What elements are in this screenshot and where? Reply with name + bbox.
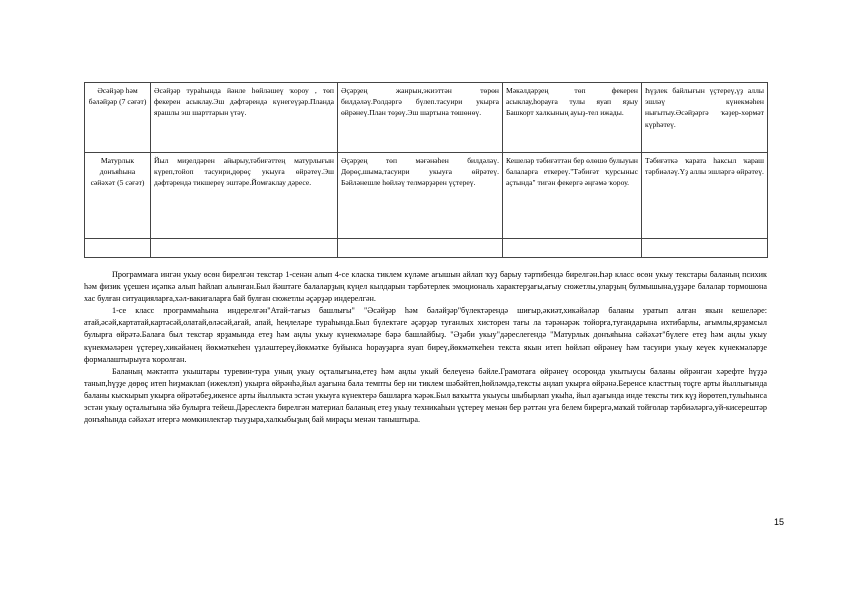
table-cell (85, 239, 151, 258)
table-cell (338, 239, 503, 258)
paragraph: Программаға ингән укыу өсөн бирелгән текстар 1-сенән алып 4-се класка тиклем күләме ағышын айлап ҡуҙ барыу тәртибендә бирелгән.Һәр класс өсөн укыу текстары баланың психик һәм физик үҫешен иҫәпкә алып һайлап алынған.Был йәштәге балаларҙың күңел кылдарын тәрбәтерлек эмоциональ характерҙағы,ағыу сюжетлы,уларҙың булмышына,үҙҙәре балалар тормошона хас булған ситуацияларға,хәл-вакиғаларға бай булған сюжетлы әҫәрҙәр индерелгән. (84, 270, 767, 304)
table-cell: Әсәйҙәр тураһында йәнле һөйләшеү ҡороу , төп фекерен асыклау.Эш дәфтәрендә күнегеүҙәр.Пландa ярашлы эш шарттарын үтәү. (151, 83, 338, 153)
table-cell (503, 239, 642, 258)
lesson-plan-table (84, 82, 768, 258)
body-text (84, 269, 767, 426)
table-row (85, 153, 768, 239)
table-cell: Матурлык донъяһына сәйәхәт (5 сәғәт) (85, 153, 151, 239)
table-cell: Әҫәрҙең жанрын,экиэттән төрөн билдәләү.Ролдәргә бүлеп.тасуири укырға өйрәнеү.План төҙөү.Эш шартына төшөнөү. (338, 83, 503, 153)
page-number: 15 (773, 517, 784, 527)
table-cell (151, 239, 338, 258)
table-row (85, 239, 768, 258)
table-cell: Һүҙлек байлығын үҫтереү,үҙ аллы эшләү күнекмәһен нығытыу.Әсәйҙәргә ҡәҙер-хөрмәт күрһәтеү. (642, 83, 768, 153)
table-cell: Кешеләр тәбиғәттән бер өлөшө булыуын балаларға еткереү."Тәбиғәт ҡурсыныс аҫтында" тигән фекергә әңгәмә ҡороу. (503, 153, 642, 239)
table-row (85, 83, 768, 153)
paragraph: Баланың мәктәптә укыштары туревин-тура уның укыу оҫталығына,етеҙ һәм аңлы укый белеүенә бәйле.Грамотаға өйрәнеү осоронда укытыусы баланы өйрәнгән хәрефте һүҙҙә танып,һүҙҙе дөрөҫ итеп һиҙмаклап (ижеклэп) укырға өйрәнһә,йыл аҙағына бала темпты бер ни тиклем шәбәйтеп,һөйләмдә,тексты аңлап укырға өйрәнә.Беренсе класттың тоҫге арты йыллығында баланы кыскырып укырға өйрәтәбеҙ,икенсе арты йыллыкта эстән укыуға күнектерә башларға ҡәрәк.Был ваҡытта укыусы шыбырлап укыһа, йыл аҙағында инде тексты тиҡ күҙ йөрөтеп,тулыһынса эстән укыу оҫталығына эйә булырға тейеш.Дәреслектә бирелгән материал баланың етеҙ укыу техникаһын үҫтереү менән бер рәттән уға белем бирергә,маҡай тойғолар тәрбиәләргә,уй-кисерештәр донъяһында сәйәхәт итергә мөмкинлектәр тыуҙыра,халкыбыҙың бай мираҫы менән таныштыра. (84, 366, 767, 425)
table-cell: Мәкәлдәрҙең төп фекерен асыклау,һорауға тулы яуап яҙыу Башкорт халкының ауыҙ-тел ижады. (503, 83, 642, 153)
table-cell: Тәбиғәткә ҡарата һаксыл ҡараш тәрбиәләү.Үҙ аллы эшләргә өйрәтеү. (642, 153, 768, 239)
table-cell (642, 239, 768, 258)
table-cell: Әсәйҙәр һәм бәләйҙәр (7 сәғәт) (85, 83, 151, 153)
paragraph: 1-се класс программаһына индерелгән"Атай-тағыз башлығы" "Әсәйҙәр һәм бәләйҙәр"бүлектәрендә шиғыр,әкиәт,хикәйәләр баланы уратып алған якын кешеләре: атай,әсәй,картатай,картәсәй,олатай,өләсәй,ағай, апай, һеңлеләре тураһында.Был бүлектәге әҫәрҙәр туғанлых хисторен тағы ла тәрәнәрәк тойорға,туғандарына ихтибарлы, ағымлы,ярҙамсыл булырға өйрәтә.Балаға был текстар ярҙамында етеҙ һәм аңлы укыу күнекмәләре бәрә башлайбыҙ. "Әҙәби укыу"дәреслегендә "Матурлык донъяһына сәйәхәт"бүлеге етеҙ һәм аңлы укыу күнекмәләрен үҫтереү,хикәйәнең йөкмәткеһен үҙләштереү,йөкмәтке буйынса һорауҙарға яуап биреү,йөкмәткеһен текстa якын итеп һөйләп өйрәнеү һәм тасуири укыу кеүек күнекмәләрҙе формалаштырыуға ҡоролған. (84, 306, 767, 364)
table-cell: Йыл миҙелдәрен айырыу,тәбиғәттең матурлығын күреп,тойоп тасуири,дөрөҫ укыуға өйрәтеү.Эш дәфтәрендә тикшереү эштәре.Йомғаклау дәресе. (151, 153, 338, 239)
table-cell: Әҫәрҙең төп мәғәнәһен билдәләү. Дөрөҫ,шыма,тасуири укыуға өйрәтеү. Бәйләнешле һөйләү телмәрҙәрен үҫтереү. (338, 153, 503, 239)
